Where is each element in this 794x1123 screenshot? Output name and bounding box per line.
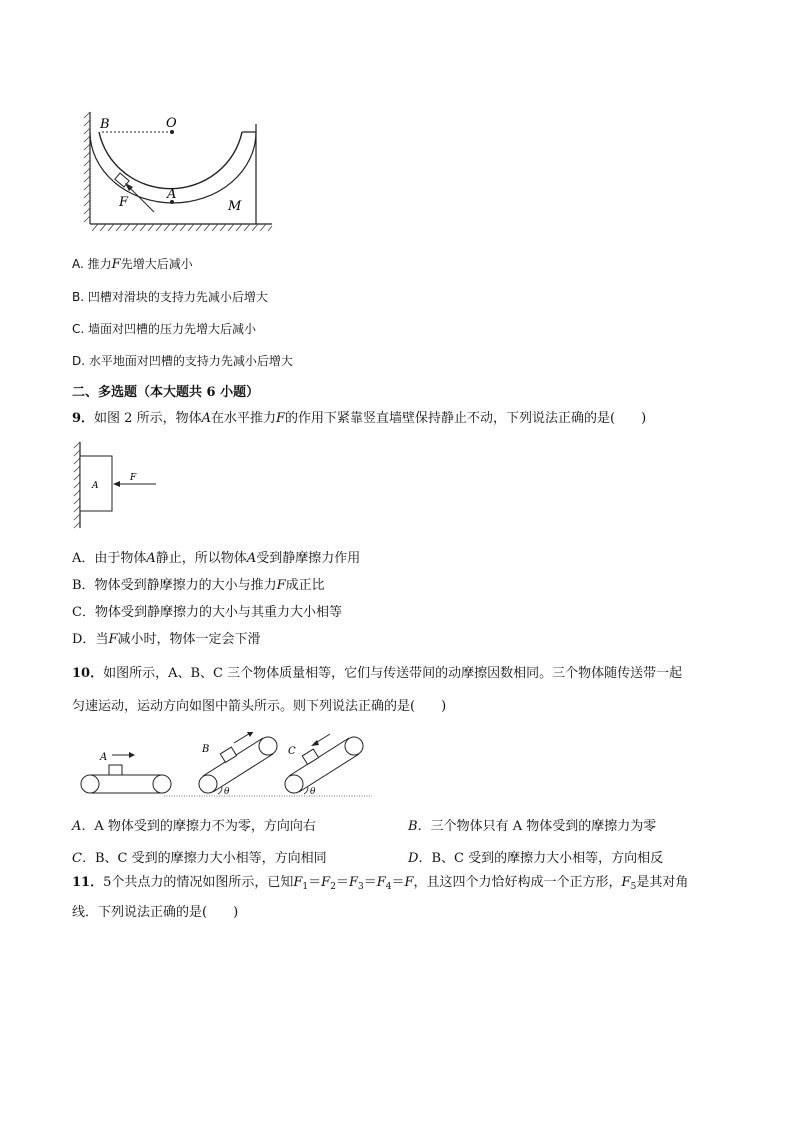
q9-option-c: C．物体受到静摩擦力的大小与其重力大小相等	[72, 605, 342, 620]
q10-stem-line1: 10．如图所示，A、B、C 三个物体质量相等，它们与传送带间的动摩擦因数相同。三个物体随传送带一起	[72, 666, 683, 681]
label-f: F	[130, 473, 137, 483]
q8-option-d: D. 水平地面对凹槽的支持力先减小后增大	[72, 354, 293, 368]
groove-figure	[78, 108, 278, 234]
q9-stem: 9．如图 2 所示，物体A在水平推力F的作用下紧靠竖直墙壁保持静止不动，下列说法正确的是( )	[72, 411, 647, 426]
conveyor-figure	[76, 732, 376, 802]
label-a: A	[167, 187, 177, 202]
label-o: O	[166, 116, 177, 131]
q8-option-b: B. 凹槽对滑块的支持力先减小后增大	[72, 290, 268, 304]
q9-option-d: D．当F减小时，物体一定会下滑	[72, 632, 261, 647]
section-heading: 二、多选题（本大题共 6 小题）	[72, 385, 260, 400]
q8-option-c: C. 墙面对凹槽的压力先增大后减小	[72, 322, 257, 336]
q10-stem-line2: 匀速运动，运动方向如图中箭头所示。则下列说法正确的是( )	[72, 699, 447, 714]
q10-option-d: D．B、C 受到的摩擦力大小相等，方向相反	[408, 851, 664, 866]
q10-option-a: A．A 物体受到的摩擦力不为零，方向向右	[72, 819, 316, 834]
wall-block-figure	[70, 440, 162, 530]
label-b: B	[100, 117, 110, 132]
q10-option-b: B．三个物体只有 A 物体受到的摩擦力为零	[408, 819, 657, 834]
label-c: C	[288, 746, 296, 757]
theta-b: θ	[224, 787, 230, 797]
label-a: A	[92, 481, 99, 491]
label-a: A	[100, 752, 108, 763]
q11-stem-line2: 线．下列说法正确的是( )	[72, 905, 239, 920]
label-b: B	[202, 744, 210, 755]
label-f: F	[119, 195, 129, 210]
q9-option-b: B．物体受到静摩擦力的大小与推力F成正比	[72, 578, 325, 593]
q11-stem-line1: 11．5个共点力的情况如图所示，已知$F_1=F_2=F_3=F_4=F$，且这四个力恰好构成一个正方形，$F_5$是其对角	[72, 875, 689, 892]
label-m: M	[228, 199, 242, 214]
q10-option-c: C．B、C 受到的摩擦力大小相等，方向相同	[72, 851, 327, 866]
q9-option-a: A．由于物体A静止，所以物体A受到静摩擦力作用	[72, 551, 361, 566]
q8-option-a: A. 推力F先增大后减小	[72, 257, 193, 272]
theta-c: θ	[310, 787, 316, 797]
